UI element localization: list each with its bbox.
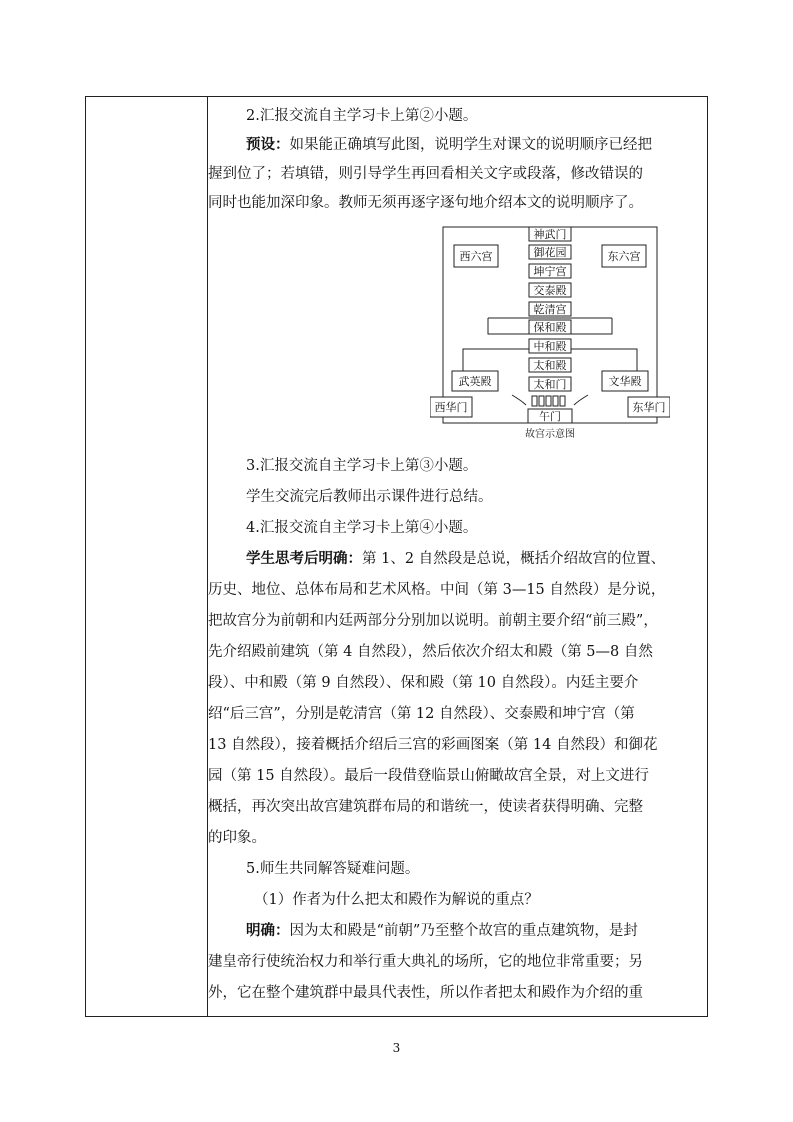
keyword: 预设： (246, 136, 290, 153)
west-gate: 西华门 (434, 401, 468, 414)
forbidden-city-diagram (430, 225, 670, 440)
text-line: 2.汇报交流自主学习卡上第②小题。 (246, 108, 478, 124)
text-line: 历史、地位、总体布局和艺术风格。中间（第 3—15 自然段）是分说， (208, 582, 666, 598)
meridian-gate: 午门 (539, 410, 561, 423)
text-line: 学生思考后明确：第 1、2 自然段是总说，概括介绍故宫的位置、 (246, 550, 666, 567)
text-line: 3.汇报交流自主学习卡上第③小题。 (246, 458, 478, 474)
hall-baohe: 保和殿 (533, 321, 567, 334)
text-line: 学生交流完后教师出示课件进行总结。 (246, 489, 493, 505)
text-line: 外，它在整个建筑群中最具代表性，所以作者把太和殿作为介绍的重 (208, 985, 643, 1001)
text-line: 预设：如果能正确填写此图，说明学生对课文的说明顺序已经把 (246, 136, 652, 153)
text-line: 13 自然段），接着概括介绍后三宫的彩画图案（第 14 自然段）和御花 (208, 737, 658, 753)
text-line: 把故宫分为前朝和内廷两部分分别加以说明。前朝主要介绍“前三殿”， (208, 613, 658, 629)
gate-shenwumen: 神武门 (533, 228, 567, 241)
west-six-palaces: 西六宫 (459, 250, 493, 263)
text-line: 建皇帝行使统治权力和举行重大典礼的场所，它的地位非常重要；另 (208, 954, 643, 970)
golden-water-bridges (532, 396, 565, 406)
text-line: 5.师生共同解答疑难问题。 (246, 861, 420, 877)
text-line: 明确：因为太和殿是“前朝”乃至整个故宫的重点建筑物，是封 (246, 922, 638, 939)
palace-kunning: 坤宁宫 (533, 265, 567, 278)
text-line: 绍“后三宫”，分别是乾清宫（第 12 自然段）、交泰殿和坤宁宫（第 (208, 706, 635, 722)
palace-qianqing: 乾清宫 (533, 303, 567, 316)
text-line: 同时也能加深印象。教师无须再逐字逐句地介绍本文的说明顺序了。 (208, 195, 643, 211)
east-six-palaces: 东六宫 (607, 250, 641, 263)
text-line: 先介绍殿前建筑（第 4 自然段），然后依次介绍太和殿（第 5—8 自然 (208, 644, 653, 660)
hall-jiaotai: 交泰殿 (533, 284, 567, 297)
text-line: 的印象。 (208, 830, 266, 846)
text-line: 4.汇报交流自主学习卡上第④小题。 (246, 520, 478, 536)
hall-wuying: 武英殿 (458, 375, 492, 388)
lesson-table (85, 96, 708, 1017)
content-cell (208, 97, 708, 1016)
text-line: 概括，再次突出故宫建筑群布局的和谐统一，使读者获得明确、完整 (208, 799, 643, 815)
keyword: 明确： (246, 922, 290, 939)
text-line: 段）、中和殿（第 9 自然段）、保和殿（第 10 自然段）。内廷主要介 (208, 675, 639, 691)
text-line: （1）作者为什么把太和殿作为解说的重点？ (254, 892, 539, 908)
hall-taihe: 太和殿 (533, 359, 567, 372)
east-gate: 东华门 (632, 401, 666, 414)
gate-taihe: 太和门 (533, 378, 567, 391)
keyword: 学生思考后明确： (246, 550, 362, 567)
imperial-garden: 御花园 (533, 246, 567, 259)
diagram-caption: 故宫示意图 (525, 429, 575, 440)
hall-wenhua: 文华殿 (608, 375, 642, 388)
text-line: 园（第 15 自然段）。最后一段借登临景山俯瞰故宫全景，对上文进行 (208, 768, 649, 784)
text-line: 握到位了；若填错，则引导学生再回看相关文字或段落，修改错误的 (208, 166, 643, 182)
hall-zhonghe: 中和殿 (533, 340, 567, 353)
page-number: 3 (392, 1041, 401, 1055)
